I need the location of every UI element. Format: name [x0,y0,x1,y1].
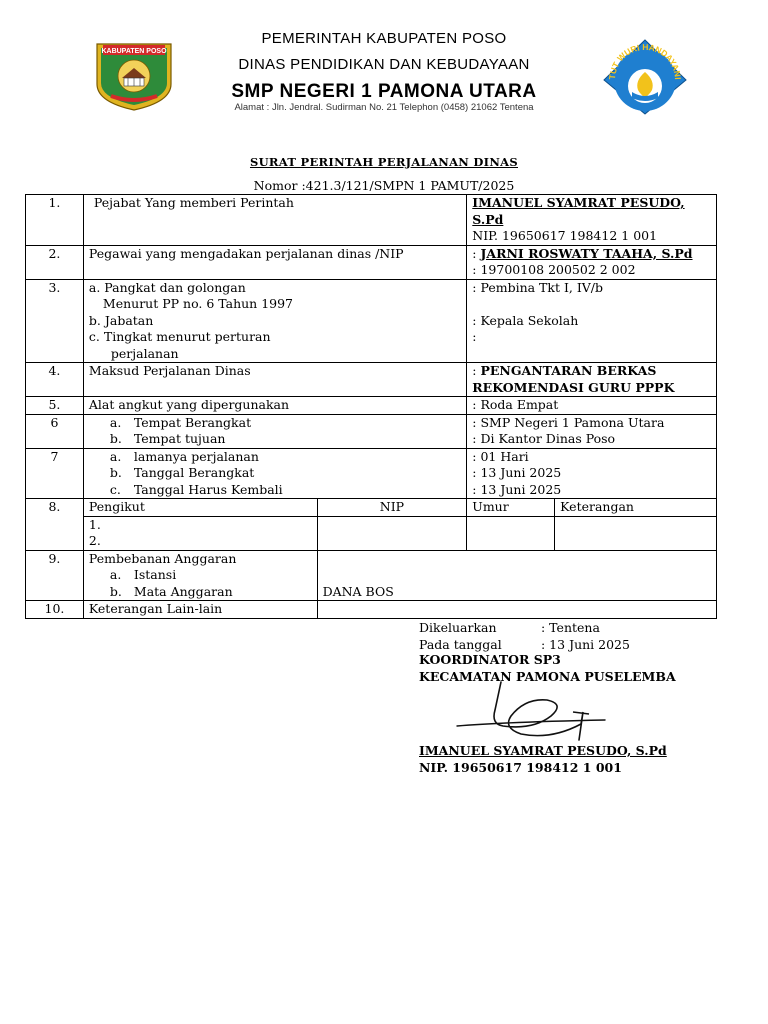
row-number: 2. [26,245,84,279]
row-label: Maksud Perjalanan Dinas [83,363,466,397]
followers-note-cell [555,516,717,550]
travel-level-label: c. Tingkat menurut perturan [88,329,271,344]
destination-label: b. Tempat tujuan [109,431,226,446]
travel-order-table [25,194,717,619]
employee-nip: : 19700108 200502 2 002 [472,262,636,277]
row-number: 7 [26,448,84,499]
rank-label: a. Pangkat dan golongan [88,279,246,295]
return-date-value: : 13 Juni 2025 [472,481,562,497]
row-number: 1. [26,195,84,246]
colon: : [472,363,481,378]
departure-date-label: b. Tanggal Berangkat [109,465,255,480]
letterhead-department: DINAS PENDIDIKAN DAN KEBUDAYAAN [238,56,530,73]
followers-nip-cell [317,516,467,550]
row-label: Pegawai yang mengadakan perjalanan dinas /NIP [83,245,466,279]
table-row [26,245,717,279]
kabupaten-poso-logo [93,40,175,112]
row-value [467,195,717,246]
svg-text:KABUPATEN POSO: KABUPATEN POSO [101,48,167,55]
colon: : [472,245,481,261]
signer-position-1: KOORDINATOR SP3 [419,652,561,667]
table-row [26,448,717,499]
table-row [26,363,717,397]
followers-nip-header: NIP [317,499,467,517]
travel-level-label-cont: perjalanan [110,345,179,361]
row-value [467,245,717,279]
budget-source-value: DANA BOS [322,583,394,599]
row-number: 3. [26,279,84,363]
employee-name: JARNI ROSWATY TAAHA, S.Pd [480,245,693,261]
followers-age-header: Umur [467,499,555,517]
row-value [317,550,716,601]
follower-2: 2. [88,533,101,548]
row-label [83,414,466,448]
signer-name: IMANUEL SYAMRAT PESUDO, S.Pd [419,743,667,758]
followers-age-cell [467,516,555,550]
followers-note-header: Keterangan [555,499,717,517]
position-label: b. Jabatan [88,312,154,328]
followers-list [83,516,317,550]
row-label [83,448,466,499]
issuer-name: IMANUEL SYAMRAT PESUDO, S.Pd [472,195,685,227]
document-title: SURAT PERINTAH PERJALANAN DINAS [249,155,518,169]
row-value: : Roda Empat [467,397,717,415]
tut-wuri-handayani-logo [602,38,688,116]
row-label: Alat angkut yang dipergunakan [83,397,466,415]
row-label: Pejabat Yang memberi Perintah [83,195,466,246]
row-label [83,279,466,363]
signer-position-2: KECAMATAN PAMONA PUSELEMBA [419,668,676,684]
departure-label: a. Tempat Berangkat [109,414,252,430]
row-label: Keterangan Lain-lain [83,601,317,619]
document-number: Nomor :421.3/121/SMPN 1 PAMUT/2025 [253,178,515,193]
table-row [26,414,717,448]
row-number: 5. [26,397,84,415]
handwritten-signature [455,676,615,748]
travel-level-value: : [472,329,477,344]
return-date-label: c. Tanggal Harus Kembali [109,481,283,497]
row-value [467,279,717,363]
followers-label: Pengikut [83,499,317,517]
destination-value: : Di Kantor Dinas Poso [472,431,616,446]
row-value [317,601,716,619]
duration-value: : 01 Hari [472,448,529,464]
table-row [26,397,717,415]
purpose-line-1 [472,363,711,380]
table-row [26,550,717,601]
letterhead-address: Alamat : Jln. Jendral. Sudirman No. 21 Telephon (0458) 21062 Tentena [234,102,534,113]
row-value [467,414,717,448]
row-value [467,448,717,499]
table-row [26,499,717,517]
signer-nip: NIP. 19650617 198412 1 001 [419,759,622,775]
follower-1: 1. [88,516,101,532]
row-value [467,363,717,397]
budget-account-label: b. Mata Anggaran [109,583,233,599]
rank-value: : Pembina Tkt I, IV/b [472,279,604,295]
position-value: : Kepala Sekolah [472,312,579,328]
row-number: 10. [26,601,84,619]
letterhead-government: PEMERINTAH KABUPATEN POSO [261,30,507,47]
svg-text:TUT WURI HANDAYANI: TUT WURI HANDAYANI [606,41,684,80]
employee-name-line [472,246,711,263]
issued-date-row: Pada tanggal : 13 Juni 2025 [419,636,630,652]
table-row [26,279,717,363]
purpose-text: PENGANTARAN BERKAS [480,363,657,378]
departure-value: : SMP Negeri 1 Pamona Utara [472,414,665,430]
table-row [26,195,717,246]
duration-label: a. lamanya perjalanan [109,448,259,464]
issuer-nip: NIP. 19650617 198412 1 001 [472,228,658,243]
purpose-line-2: REKOMENDASI GURU PPPK [472,379,675,395]
table-row [26,516,717,550]
row-number: 9. [26,550,84,601]
table-row [26,601,717,619]
departure-date-value: : 13 Juni 2025 [472,465,562,480]
budget-label: Pembebanan Anggaran [88,550,237,566]
agency-label: a. Istansi [109,567,177,582]
row-label [83,550,317,601]
row-number: 8. [26,499,84,551]
letterhead-school-name: SMP NEGERI 1 PAMONA UTARA [231,81,537,102]
row-number: 4. [26,363,84,397]
issued-at-row: Dikeluarkan : Tentena [419,620,600,635]
row-number: 6 [26,414,84,448]
rank-regulation: Menurut PP no. 6 Tahun 1997 [102,296,294,311]
